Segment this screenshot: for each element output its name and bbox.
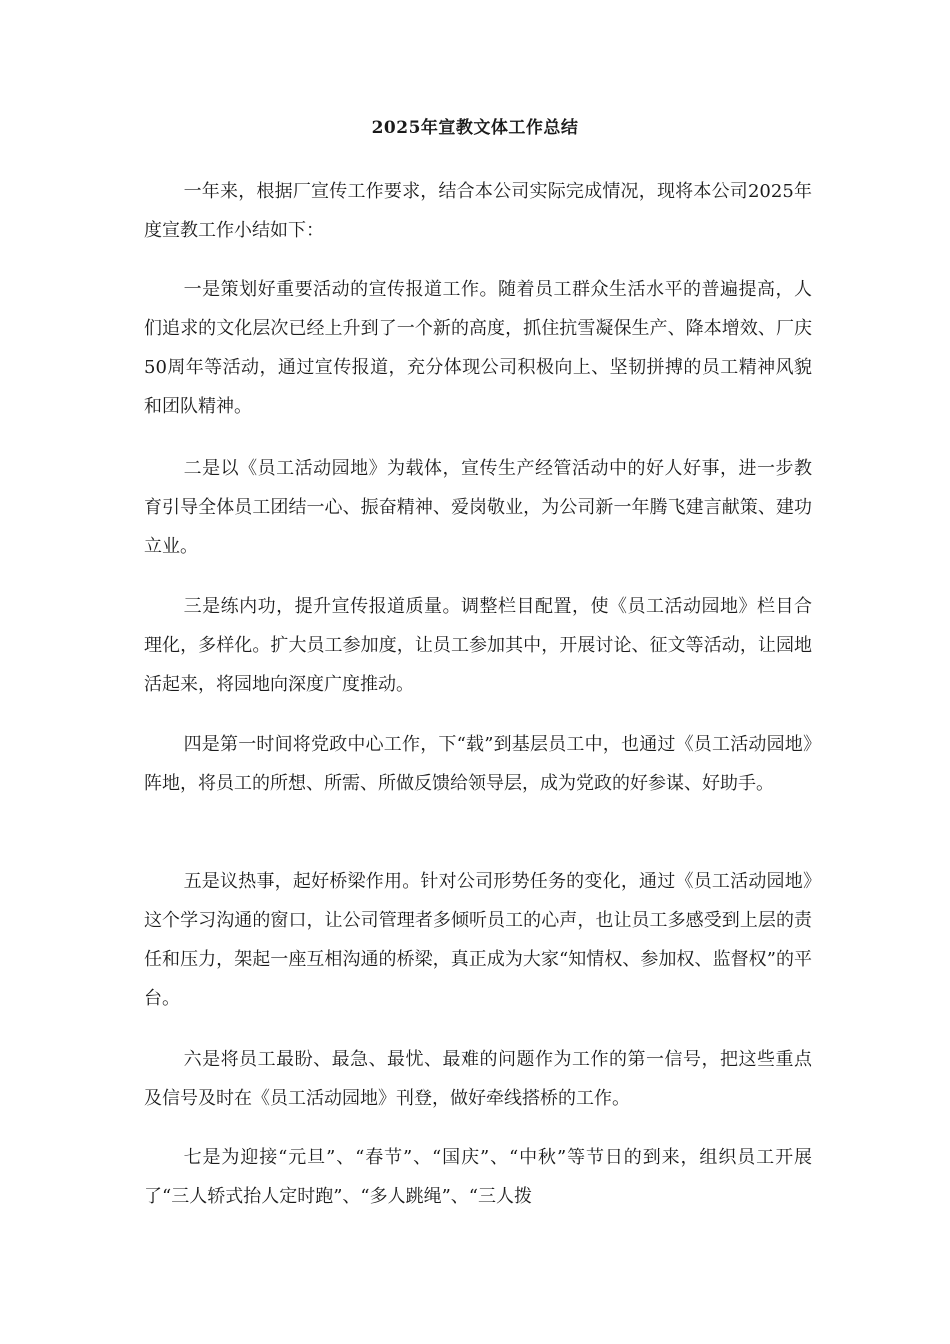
paragraph-item-1: 一是策划好重要活动的宣传报道工作。随着员工群众生活水平的普遍提高，人们追求的文化层次已经上升到了一个新的高度，抓住抗雪凝保生产、降本增效、厂庆50周年等活动，通过宣传报道，充分体现公司积极向上、坚韧拼搏的员工精神风貌和团队精神。: [144, 279, 812, 417]
paragraph-intro: 一年来，根据厂宣传工作要求，结合本公司实际完成情况，现将本公司2025年度宣教工作小结如下：: [144, 181, 812, 241]
paragraph-item-6: 六是将员工最盼、最急、最忧、最难的问题作为工作的第一信号，把这些重点及信号及时在《员工活动园地》刊登，做好牵线搭桥的工作。: [144, 1049, 812, 1109]
paragraph-item-3: 三是练内功，提升宣传报道质量。调整栏目配置，使《员工活动园地》栏目合理化，多样化。扩大员工参加度，让员工参加其中，开展讨论、征文等活动，让园地活起来，将园地向深度广度推动。: [144, 596, 812, 695]
paragraph-item-7: 七是为迎接“元旦”、“春节”、“国庆”、“中秋”等节日的到来，组织员工开展了“三人轿式抬人定时跑”、“多人跳绳”、“三人拨: [144, 1147, 812, 1207]
paragraph-item-2: 二是以《员工活动园地》为载体，宣传生产经管活动中的好人好事，进一步教育引导全体员工团结一心、振奋精神、爱岗敬业，为公司新一年腾飞建言献策、建功立业。: [144, 458, 812, 557]
paragraph-item-4: 四是第一时间将党政中心工作，下“载”到基层员工中，也通过《员工活动园地》阵地，将员工的所想、所需、所做反馈给领导层，成为党政的好参谋、好助手。: [144, 734, 812, 794]
paragraph-item-5: 五是议热事，起好桥梁作用。针对公司形势任务的变化，通过《员工活动园地》这个学习沟通的窗口，让公司管理者多倾听员工的心声，也让员工多感受到上层的责任和压力，架起一座互相沟通的桥梁，真正成为大家“知情权、参加权、监督权”的平台。: [144, 871, 812, 1009]
document-title: 2025年宣教文体工作总结: [371, 118, 579, 138]
